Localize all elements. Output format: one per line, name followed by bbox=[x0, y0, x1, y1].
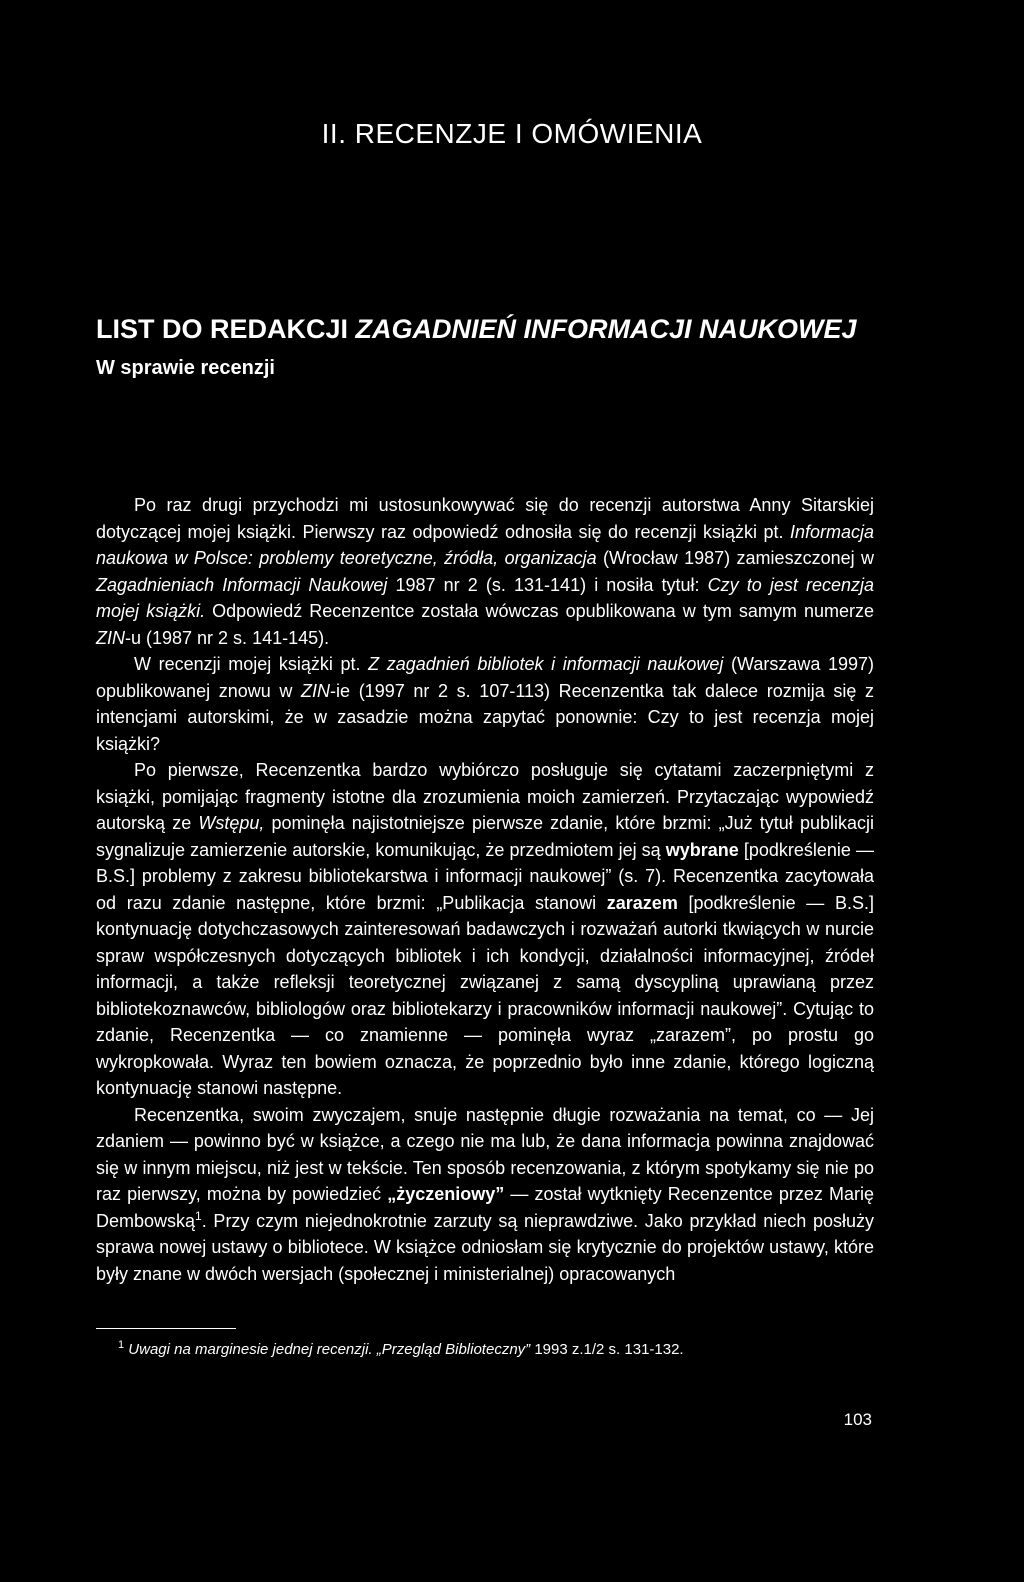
title-italic-text: ZAGADNIEŃ INFORMACJI NAUKOWEJ bbox=[355, 314, 857, 344]
text-span: Recenzentka, swoim zwyczajem, snuje następnie długie rozważania na temat, co — Jej zdaniem — powinno być w książce, a czego nie ma lub, że dana informacja powinna znajdować się w innym miejscu, niż jest w tekście. Ten sposób recenzowania, z którym spotykamy się nie po raz pierwszy, można by powiedzieć bbox=[96, 1104, 874, 1204]
text-span: Po pierwsze, Recenzentka bardzo wybiórczo posługuje się cytatami zaczerpniętymi z książki, pomijając fragmenty istotne dla zrozumienia moich zamierzeń. Przytaczając wypowiedź autorską ze bbox=[96, 760, 874, 833]
response-title: Czy to jest recenzja mojej książki. bbox=[96, 574, 874, 621]
bold-word: zarazem bbox=[606, 892, 678, 913]
paragraph-2 bbox=[96, 651, 874, 757]
book-title: Informacja naukowa w Polsce: problemy teoretyczne, źródła, organizacja bbox=[96, 521, 874, 568]
section-heading: II. RECENZJE I OMÓWIENIA bbox=[321, 118, 703, 149]
journal-title: Zagadnieniach Informacji Naukowej bbox=[96, 574, 388, 595]
book-title: Z zagadnień bibliotek i informacji naukowej bbox=[368, 654, 724, 674]
journal-abbrev: ZIN bbox=[96, 627, 125, 648]
text-span: . Przy czym niejednokrotnie zarzuty są nieprawdziwe. Jako przykład niech posłuży sprawa nowej ustawy o bibliotece. W książce odniosłam się krytycznie do projektów ustawy, które były znane w dwóch wersjach (społecznej i ministerialnej) opracowanych bbox=[96, 1210, 874, 1284]
paragraph-1 bbox=[96, 492, 874, 651]
text-span: [podkreślenie — B.S.] problemy z zakresu bibliotekarstwa i informacji naukowej” (s. 7). Recenzentka zacytowała od razu zdanie następne, które brzmi: „Publikacja stanowi bbox=[96, 839, 874, 913]
paragraph-4 bbox=[96, 1102, 874, 1288]
text-span: -ie (1997 nr 2 s. 107-113) Recenzentka tak dalece rozmija się z intencjami autorskimi, że w zasadzie można zapytać ponownie: Czy to jest recenzja mojej książki? bbox=[96, 680, 875, 754]
footnote-reference[interactable]: 1 bbox=[195, 1208, 202, 1223]
article-body bbox=[96, 492, 874, 1287]
text-span: Odpowiedź Recenzentce została wówczas opublikowana w tym samym numerze bbox=[205, 601, 874, 621]
text-span: (Warszawa 1997) opublikowanej znowu w bbox=[96, 654, 874, 701]
bold-word: wybrane bbox=[665, 839, 739, 860]
bold-word: „życzeniowy” bbox=[387, 1184, 505, 1204]
footnote bbox=[118, 1334, 898, 1361]
article-title bbox=[96, 312, 916, 346]
text-span: 1987 nr 2 (s. 131-141) i nosiła tytuł: bbox=[387, 574, 708, 595]
journal-abbrev: ZIN bbox=[301, 680, 331, 701]
text-span: pominęła najistotniejsze pierwsze zdanie, które brzmi: „Już tytuł publikacji sygnalizuje zamierzenie autorskie, komunikując, że przedmiotem jej są bbox=[96, 813, 874, 860]
paragraph-3 bbox=[96, 757, 874, 1102]
footnote-italic: Uwagi na marginesie jednej recenzji. „Przegląd Biblioteczny” bbox=[128, 1341, 531, 1358]
text-span: — został wytknięty Recenzentce przez Marię Dembowską bbox=[96, 1184, 874, 1231]
footnote-divider bbox=[96, 1328, 236, 1329]
article-subtitle: W sprawie recenzji bbox=[96, 357, 275, 379]
title-text: LIST DO REDAKCJI bbox=[96, 314, 356, 344]
text-span: -u (1987 nr 2 s. 141-145). bbox=[125, 627, 330, 648]
footnote-marker: 1 bbox=[118, 1339, 125, 1351]
article-title-block bbox=[96, 312, 916, 382]
text-span: Po raz drugi przychodzi mi ustosunkowywać się do recenzji autorstwa Anny Sitarskiej dotyczącej mojej książki. Pierwszy raz odpowiedź odnosiła się do recenzji książki pt. bbox=[96, 495, 874, 542]
footnote-text: 1993 z.1/2 s. 131-132. bbox=[530, 1341, 684, 1358]
text-span: W recenzji mojej książki pt. bbox=[134, 654, 369, 674]
text-span: (Wrocław 1987) zamieszczonej w bbox=[596, 548, 874, 568]
text-span: [podkreślenie — B.S.] kontynuację dotychczasowych zainteresowań badawczych i rozważań autorki tkwiących w nurcie spraw współczesnych dotyczących bibliotek i ich kondycji, działalności informacyjnej, źródeł informacji, a także refleksji teoretycznej związanej z samą dyscypliną uprawianą przez bibliotekoznawców, bibliologów oraz bibliotekarzy i pracowników informacji naukowej”. Cytując to zdanie, Recenzentka — co znamienne — pominęła wyraz „zarazem”, po prostu go wykropkowała. Wyraz ten bowiem oznacza, że poprzednio było inne zdanie, którego logiczną kontynuację stanowi następne. bbox=[96, 892, 874, 1098]
page-number: 103 bbox=[843, 1410, 872, 1429]
italic-word: Wstępu, bbox=[198, 813, 265, 833]
